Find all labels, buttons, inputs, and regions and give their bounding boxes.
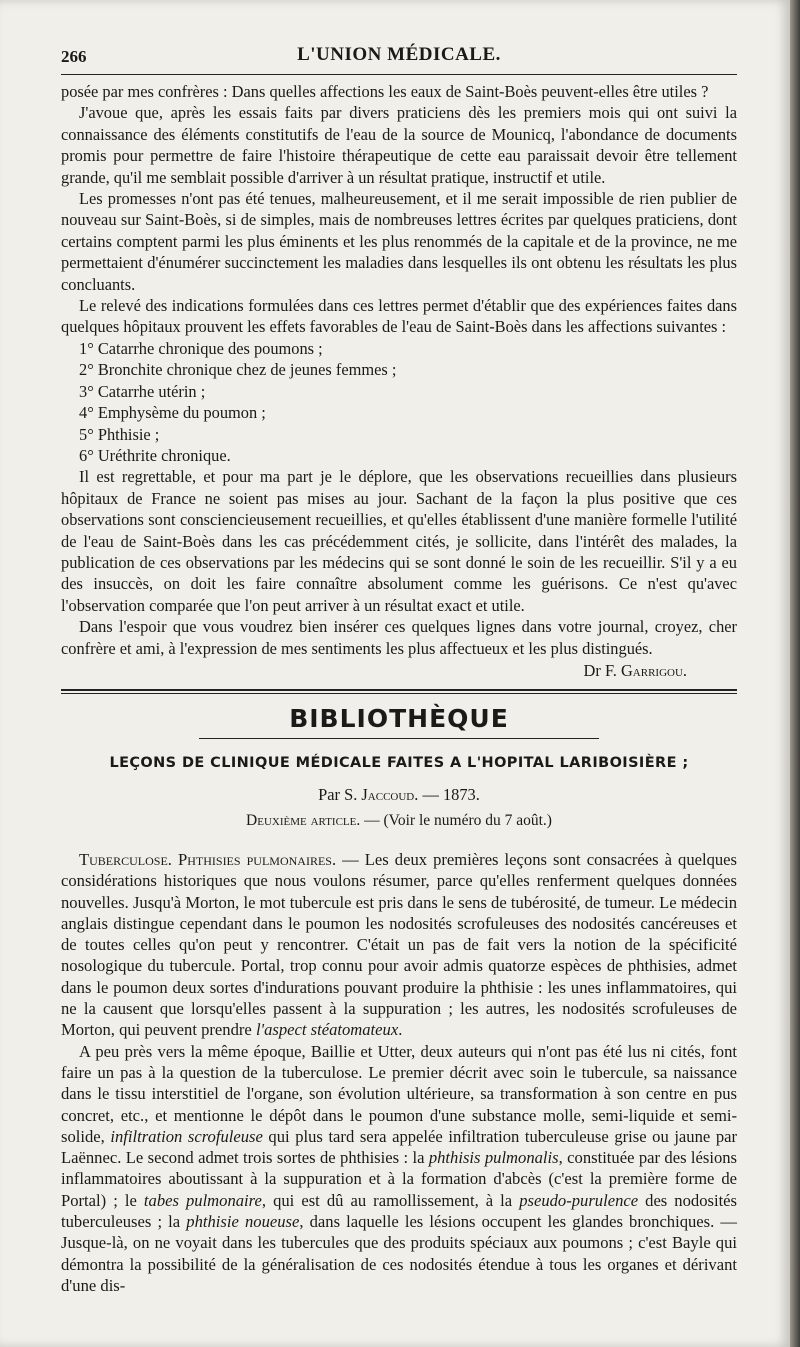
signature-prefix: Dr F. bbox=[583, 660, 617, 680]
letter-paragraph-6: Dans l'espoir que vous voudrez bien insérer ces quelques lignes dans votre journal, croyez, cher confrère et ami, à l'expression de mes sentiments les plus affectueux et les plus distingués. bbox=[61, 617, 737, 658]
letter-paragraph-2: J'avoue que, après les essais faits par divers praticiens dès les premiers mois qui ont suivi la connaissance des éléments constitutifs de l'eau de la source de Mounicq, l'abondance de documents promis pour permettre de faire l'histoire thérapeutique de cette eau paraissait devoir être tellement grande, qu'il me semblait possible d'arriver à un résultat pratique, instructif et utile. bbox=[61, 103, 737, 187]
text-run: , dans laquelle les lésions occupent les glandes bronchiques. — Jusque-là, on ne voyait dans les tubercules que des produits spéciaux aux poumons ; c'est Bayle qui démontra la possibilité de la généralisation de ces nodosités étendue à tous les organes et dérivant d'une dis- bbox=[61, 1212, 738, 1295]
part-reference: — (Voir le numéro du 7 août.) bbox=[364, 811, 552, 829]
list-item: 4° Emphysème du poumon ; bbox=[79, 403, 266, 423]
list-item: 1° Catarrhe chronique des poumons ; bbox=[79, 338, 323, 358]
list-item: 2° Bronchite chronique chez de jeunes femmes ; bbox=[79, 360, 397, 380]
author-name: Jaccoud. bbox=[361, 785, 419, 805]
text-run: , qui est dû au ramollissement, à la bbox=[261, 1190, 520, 1210]
running-header bbox=[61, 44, 737, 74]
review-paragraph-1 bbox=[61, 849, 737, 1041]
page-content bbox=[61, 44, 737, 1296]
text-run: — Les deux premières leçons sont consacrées à quelques considérations historiques que nous voulons résumer, parce qu'elles renferment quelques données nouvelles. Jusqu'à Morton, le mot tubercule est pris dans le sens de tubérosité, de tumeur. Le médecin anglais distingue cependant dans le poumon les nodosités scrofuleuses des nodosités cancéreuses et de toutes celles qu'on peut y rencontrer. C'était un pas de fait vers la notion de la spécificité nosologique du tubercule. Portal, trop connu pour avoir admis quatorze espèces de phthisies, admet dans le poumon deux sortes d'indurations pouvant produire la phthisie : les unes inflammatoires, qui ne la causent que lorsqu'elles passent à la suppuration ; les autres, les nodosités scrofuleuses de Morton, qui peuvent prendre bbox=[61, 850, 738, 1040]
section-title-rule bbox=[199, 738, 599, 739]
article-title: LEÇONS DE CLINIQUE MÉDICALE FAITES A L'HOPITAL LARIBOISIÈRE ; bbox=[109, 754, 689, 771]
italic-run: tabes pulmonaire bbox=[143, 1190, 262, 1210]
letter-paragraph-5: Il est regrettable, et pour ma part je le déplore, que les observations recueillies dans plusieurs hôpitaux de France ne soient pas mises au jour. Sachant de la façon la plus positive que ces observations sont consciencieusement recueillies, et qu'elles établissent d'une manière formelle l'utilité de l'eau de Saint-Boès dans les cas précédemment cités, je sollicite, dans l'intérêt des malades, la publication de ces observations par les médecins qui se sont donné le soin de les recueillir. S'il y a eu des insuccès, on doit les faire connaître absolument comme les guérisons. Ce n'est qu'avec l'observation comparée que l'on peut arriver à un résultat exact et utile. bbox=[61, 467, 737, 615]
section-title: BIBLIOTHÈQUE bbox=[289, 704, 509, 734]
list-item: 6° Uréthrite chronique. bbox=[79, 445, 231, 465]
journal-title: L'UNION MÉDICALE. bbox=[297, 44, 501, 65]
italic-run: l'aspect stéatomateux bbox=[255, 1020, 399, 1040]
text-run: . bbox=[398, 1020, 403, 1040]
letter-signature bbox=[61, 660, 737, 681]
paragraph-lead: Tuberculose. Phthisies pulmonaires. bbox=[79, 850, 337, 869]
part-label: Deuxième article. bbox=[246, 811, 361, 829]
italic-run: pseudo-purulence bbox=[519, 1190, 639, 1210]
letter-paragraph-3: Les promesses n'ont pas été tenues, malheureusement, et il me serait impossible de rien publier de nouveau sur Saint-Boès, si de simples, mais de nombreuses lettres écrites par quelques praticiens, dont certains comptent parmi les plus éminents et les plus renommés de la capitale et de la province, ne me permettaient d'énumérer succinctement les maladies dans lesquelles ils ont obtenu les résultats les plus concluants. bbox=[61, 189, 737, 294]
list-item: 3° Catarrhe utérin ; bbox=[79, 381, 206, 401]
text-run: qui plus tard sera appelée infiltration tuberculeuse grise ou jaune par Laënnec. Le second admet trois sortes de phthisies : la bbox=[61, 1126, 738, 1168]
letter-paragraph-1: posée par mes confrères : Dans quelles affections les eaux de Saint-Boès peuvent-elles être utiles ? bbox=[61, 82, 709, 101]
page-number: 266 bbox=[61, 47, 87, 66]
italic-run: phthisis pulmonalis bbox=[428, 1148, 559, 1168]
signature-name: Garrigou. bbox=[620, 660, 687, 680]
list-item: 5° Phthisie ; bbox=[79, 424, 160, 444]
author-year: — 1873. bbox=[422, 785, 480, 805]
text-run: A peu près vers la même époque, Baillie et Utter, deux auteurs qui n'ont pas été lus ni cités, font faire un pas à la question de la tuberculose. Le premier décrit avec soin le tubercule, sa naissance dans le tissu interstitiel de l'organe, son évolution ultérieure, sa transformation à son centre en pus concret, etc., et mentionne le dépôt dans le poumon d'une substance molle, semi-liquide et semi-solide, bbox=[61, 1041, 737, 1146]
section-divider bbox=[61, 689, 737, 694]
review-paragraph-2 bbox=[61, 1041, 737, 1297]
italic-run: infiltration scrofuleuse bbox=[110, 1126, 263, 1146]
page-edge-shadow bbox=[790, 0, 800, 1347]
header-rule bbox=[61, 74, 737, 75]
affections-list bbox=[61, 338, 737, 466]
article-part bbox=[61, 810, 737, 831]
text-run: des nodosités tuberculeuses ; la bbox=[61, 1190, 738, 1232]
italic-run: phthisie noueuse bbox=[186, 1212, 300, 1232]
letter-paragraph-4: Le relevé des indications formulées dans ces lettres permet d'établir que des expériences faites dans quelques hôpitaux prouvent les effets favorables de l'eau de Saint-Boès dans les affections suivantes : bbox=[61, 296, 737, 337]
author-prefix: Par S. bbox=[318, 785, 358, 805]
article-author bbox=[61, 784, 737, 805]
text-run: , constituée par des lésions inflammatoires aboutissant à la suppuration et à la formation d'abcès (c'est la première forme de Portal) ; le bbox=[61, 1148, 738, 1210]
